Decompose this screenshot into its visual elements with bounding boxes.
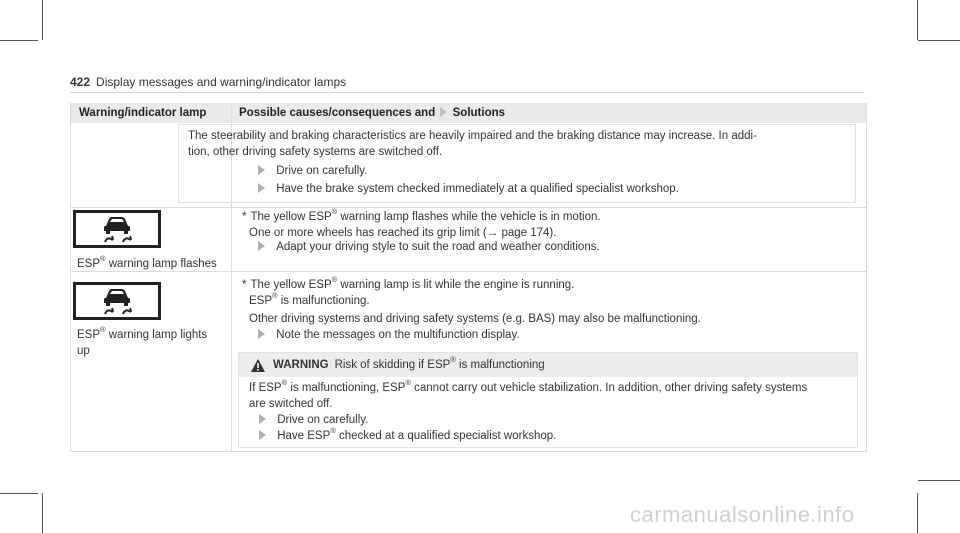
warning-label: WARNING xyxy=(273,359,329,371)
page-title: Display messages and warning/indicator lamps xyxy=(96,75,347,89)
page-header xyxy=(70,74,346,90)
warning-box xyxy=(238,352,858,448)
footnote-star: * xyxy=(242,279,247,291)
row1-text: * The yellow ESP® warning lamp flashes while the vehicle is in motion. One or more wheels has reached its grip limit (→ page 174). xyxy=(242,207,601,239)
step-bullet-icon xyxy=(258,165,265,175)
row1-step-1: Adapt your driving style to suit the road and weather conditions. xyxy=(258,240,600,256)
warning-body: If ESP® is malfunctioning, ESP® cannot carry out vehicle stabilization. In addition, other driving safety systems are switched off. xyxy=(249,378,808,410)
row2-lamp-label: ESP® warning lamp lights up xyxy=(77,325,208,357)
crop-mark xyxy=(917,0,918,40)
crop-mark xyxy=(918,480,960,481)
column-header-causes: Possible causes/consequences and Solutions xyxy=(231,103,866,123)
step-bullet-icon xyxy=(259,414,266,424)
warning-step-1: Drive on carefully. xyxy=(259,413,368,429)
footnote-star: * xyxy=(242,211,247,223)
step-bullet-icon xyxy=(258,329,265,339)
esp-warning-lamp-icon xyxy=(73,282,161,320)
watermark: carmanualsonline.info xyxy=(630,502,855,527)
warning-triangle-icon xyxy=(251,359,265,372)
row-divider xyxy=(71,207,866,208)
header-divider xyxy=(70,92,864,93)
crop-mark xyxy=(917,493,918,533)
step-bullet-icon xyxy=(259,430,266,440)
crop-mark xyxy=(42,493,43,533)
esp-warning-lamp-icon xyxy=(73,210,161,248)
column-header-lamp: Warning/indicator lamp xyxy=(71,103,234,123)
crop-mark xyxy=(42,0,43,40)
row0-text: The steerability and braking characteristics are heavily impaired and the braking distance may increase. In addi- tion, other driving safety systems are switched off. xyxy=(188,130,757,158)
row2-text: * The yellow ESP® warning lamp is lit while the engine is running. ESP® is malfunctioning. Other driving systems and driving safety systems (e.g. BAS) may also be malfunctioning. xyxy=(242,275,701,326)
crop-mark xyxy=(0,493,38,494)
step-bullet-icon xyxy=(258,241,265,251)
warning-step-2: Have ESP® checked at a qualified specialist workshop. xyxy=(259,429,556,445)
crop-mark xyxy=(0,40,38,41)
row0-step-2: Have the brake system checked immediately at a qualified specialist workshop. xyxy=(258,182,679,198)
row2-step-1: Note the messages on the multifunction display. xyxy=(258,328,520,344)
step-bullet-icon xyxy=(258,183,265,193)
crop-mark xyxy=(918,40,960,41)
warning-header: WARNING Risk of skidding if ESP® is malfunctioning xyxy=(239,353,857,377)
step-bullet-icon xyxy=(440,107,447,117)
page-number: 422 xyxy=(70,75,91,89)
row0-step-1: Drive on carefully. xyxy=(258,164,367,180)
row1-lamp-label: ESP® warning lamp flashes xyxy=(77,254,217,270)
